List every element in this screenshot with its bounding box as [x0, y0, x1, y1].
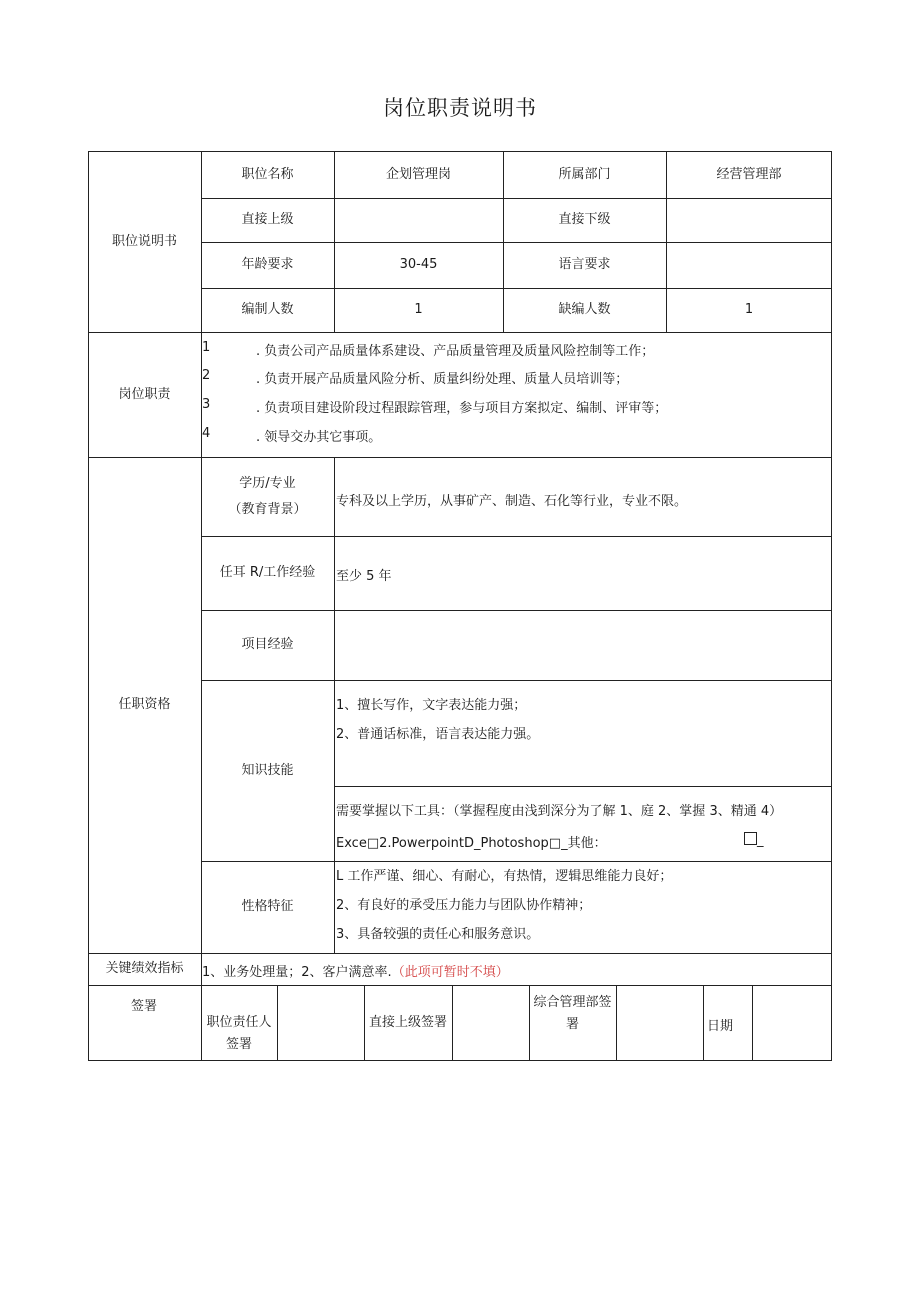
- job-title-label: 职位名称: [241, 166, 294, 182]
- duty-3-text: . 负责项目建设阶段过程跟踪管理，参与项目方案拟定、编制、评审等；: [256, 401, 668, 416]
- duties-label: 岗位职责: [118, 386, 171, 402]
- vacancy-value: 1: [744, 302, 754, 318]
- superior-label: 直接上级: [241, 212, 294, 228]
- checkbox-icon: [744, 832, 757, 845]
- subordinate-value: [666, 198, 832, 242]
- personality-item-3: 3、具备较强的责任心和服务意识。: [336, 927, 540, 942]
- owner-sign-label-line1: 职位责任人: [206, 1015, 272, 1031]
- kpi-label: 关键绩效指标: [105, 961, 184, 977]
- personality-item-1: L 工作严谨、细心、有耐心，有热情，逻辑思维能力良好；: [336, 869, 673, 884]
- education-label: [201, 457, 334, 536]
- experience-label: 任耳 R/工作经验: [219, 565, 316, 581]
- skill-item-2: 2、普通话标准，语言表达能力强。: [336, 727, 540, 742]
- date-field[interactable]: [752, 985, 832, 1061]
- education-label-line1: 学历/专业: [239, 475, 296, 491]
- personality-item-2: 2、有良好的承受压力能力与团队协作精神；: [336, 898, 592, 913]
- signature-label: 签署: [131, 999, 158, 1014]
- headcount-label: 编制人数: [241, 302, 294, 318]
- duty-2-text: . 负责开展产品质量风险分析、质量纠纷处理、质量人员培训等；: [256, 372, 629, 387]
- mgmt-sign-label-line1: 综合管理部签: [533, 995, 612, 1011]
- duty-2-number: 2: [202, 368, 211, 383]
- language-label: 语言要求: [558, 257, 611, 273]
- age-value: 30-45: [399, 257, 438, 273]
- owner-sign-label: [201, 985, 277, 1061]
- duty-3-number: 3: [202, 397, 211, 412]
- skills-label: 知识技能: [241, 762, 294, 778]
- tools-list: Exce□2.PowerpointD_Photoshop□_其他：: [336, 836, 607, 851]
- age-label: 年龄要求: [241, 257, 294, 273]
- superior-sign-field[interactable]: [452, 985, 529, 1061]
- duty-1-number: 1: [202, 340, 211, 355]
- mgmt-sign-field[interactable]: [616, 985, 703, 1061]
- project-experience-label: 项目经验: [241, 637, 294, 653]
- superior-sign-label: 直接上级签署: [368, 1015, 447, 1031]
- duty-4-text: . 领导交办其它事项。: [256, 430, 382, 445]
- department-value: 经营管理部: [716, 166, 782, 182]
- job-title-value: 企划管理岗: [385, 166, 451, 182]
- department-label: 所属部门: [558, 166, 611, 182]
- mgmt-sign-label-line2: 署: [565, 1017, 579, 1032]
- headcount-value: 1: [414, 302, 423, 318]
- vacancy-label: 缺编人数: [558, 302, 611, 318]
- date-label: 日期: [707, 1019, 734, 1034]
- education-value: 专科及以上学历，从事矿产、制造、石化等行业，专业不限。: [336, 494, 688, 509]
- duty-1-text: . 负责公司产品质量体系建设、产品质量管理及质量风险控制等工作；: [256, 344, 655, 359]
- experience-value: 至少 5 年: [336, 569, 392, 584]
- language-value: [666, 242, 832, 288]
- other-tools-blank: _: [757, 833, 764, 848]
- kpi-items: 1、业务处理量；2、客户满意率.: [202, 965, 392, 980]
- kpi-value: [202, 961, 509, 980]
- tools-intro: 需要掌握以下工具：（掌握程度由浅到深分为了解 1、庭 2、掌握 3、精通 4）: [336, 804, 783, 819]
- job-description-table: [88, 151, 832, 1061]
- skill-item-1: 1、擅长写作，文字表达能力强；: [336, 698, 527, 713]
- personality-label: 性格特征: [241, 899, 294, 915]
- kpi-note: （此项可暂时不填）: [391, 965, 509, 980]
- duty-4-number: 4: [202, 426, 211, 441]
- mgmt-sign-label: [529, 985, 616, 1061]
- page-title: 岗位职责说明书: [383, 96, 537, 120]
- owner-sign-label-line2: 签署: [225, 1037, 252, 1052]
- qualifications-label: 任职资格: [118, 697, 171, 713]
- owner-sign-field[interactable]: [277, 985, 364, 1061]
- education-label-line2: （教育背景）: [228, 501, 307, 517]
- subordinate-label: 直接下级: [558, 212, 611, 228]
- other-tools-field: [744, 832, 764, 848]
- superior-value: [334, 198, 503, 242]
- position-section-label: 职位说明书: [111, 233, 177, 249]
